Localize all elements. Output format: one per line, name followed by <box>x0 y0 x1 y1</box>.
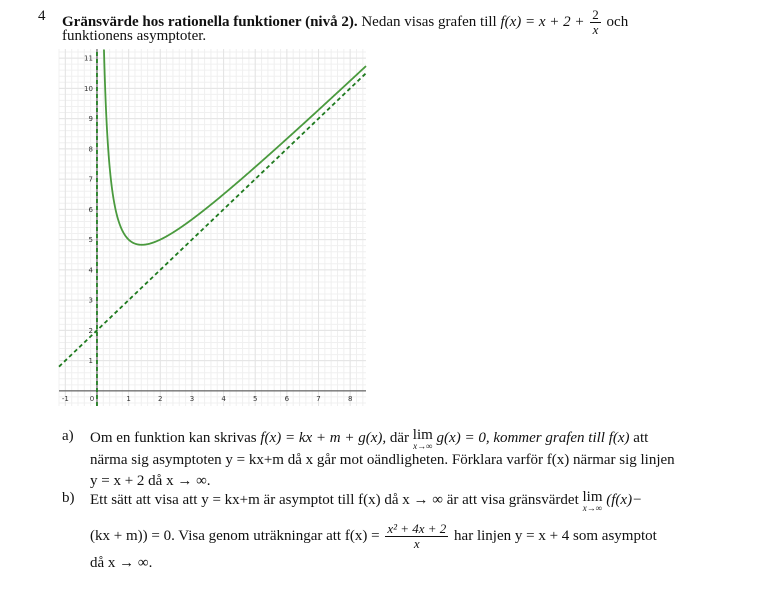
y-tick-label: 9 <box>88 115 93 124</box>
x-tick-label: 8 <box>347 394 353 403</box>
y-tick-label: 11 <box>84 54 93 63</box>
limit-operator: lim <box>582 489 603 505</box>
fraction-denominator: x <box>413 536 420 551</box>
intro-continuation: funktionens asymptoter. <box>62 28 207 44</box>
part-a-label: a) <box>62 428 74 444</box>
part-b-text-3: (kx + m)) = 0. Visa genom uträkningar att f(x) = <box>90 527 380 544</box>
x-tick-label: 0 <box>89 394 95 403</box>
part-b-limit <box>583 490 603 512</box>
y-tick-label: 2 <box>88 326 93 335</box>
part-b-fraction <box>385 522 448 551</box>
function-fraction <box>590 8 601 37</box>
function-expression: f(x) = x + 2 + <box>500 13 585 30</box>
part-a-text-2: där <box>389 430 410 446</box>
x-tick-label: 7 <box>316 394 321 403</box>
problem-number: 4 <box>38 8 46 24</box>
fraction-numerator: x² + 4x + 2 <box>387 521 447 536</box>
x-tick-label: -1 <box>61 394 69 403</box>
y-tick-label: 8 <box>88 145 93 154</box>
x-tick-label: 6 <box>284 394 290 403</box>
part-a-limit <box>413 428 433 450</box>
part-a-line3: y = x + 2 då x → ∞. <box>90 473 211 489</box>
limit-subscript: x→∞ <box>413 441 433 451</box>
x-tick-label: 3 <box>189 394 195 403</box>
y-tick-label: 4 <box>88 266 93 275</box>
problem-title: Gränsvärde hos rationella funktioner (nivå 2). <box>62 13 358 30</box>
part-a-formula: f(x) = kx + m + g(x), <box>260 430 387 446</box>
y-tick-label: 1 <box>88 357 93 366</box>
part-b-text-1: Ett sätt att visa att y = kx+m är asymptot till f(x) då x → ∞ är att visa gränsvärdet <box>90 492 579 508</box>
intro-text-och: och <box>606 13 629 30</box>
fraction-denominator: x <box>592 22 599 37</box>
part-b-label: b) <box>62 490 75 506</box>
part-a-text <box>90 428 740 492</box>
fraction-numerator: 2 <box>592 7 599 22</box>
part-a-line1 <box>90 428 740 450</box>
x-tick-label: 4 <box>221 394 226 403</box>
x-tick-label: 2 <box>158 394 163 403</box>
function-graph <box>55 45 370 420</box>
part-a-text-3: g(x) = 0, kommer grafen till <box>436 430 605 446</box>
part-a-text-1: Om en funktion kan skrivas <box>90 430 257 446</box>
y-tick-label: 10 <box>84 84 93 93</box>
y-tick-label: 6 <box>88 205 93 214</box>
x-tick-label: 5 <box>252 394 258 403</box>
part-a-fx: f(x) <box>608 430 630 446</box>
y-tick-label: 7 <box>88 175 93 184</box>
oblique-asymptote <box>59 73 366 366</box>
part-b-line1 <box>90 490 750 512</box>
limit-operator: lim <box>412 427 433 443</box>
y-tick-label: 5 <box>88 236 93 245</box>
part-a-line2: närma sig asymptoten y = kx+m då x går mot oändligheten. Förklara varför f(x) närmar sig linjen <box>90 452 675 468</box>
x-tick-label: 1 <box>126 394 131 403</box>
y-tick-label: 3 <box>88 296 93 305</box>
part-b-line2 <box>90 522 750 551</box>
limit-subscript: x→∞ <box>582 503 603 513</box>
part-a-text-4: att <box>633 430 649 446</box>
part-b-text-4: har linjen y = x + 4 som asymptot <box>454 527 657 544</box>
part-b-text-2: (f(x)− <box>606 492 643 508</box>
part-b-line3: då x → ∞. <box>90 555 153 571</box>
intro-text: Nedan visas grafen till <box>361 13 497 30</box>
part-b-text <box>90 490 750 574</box>
